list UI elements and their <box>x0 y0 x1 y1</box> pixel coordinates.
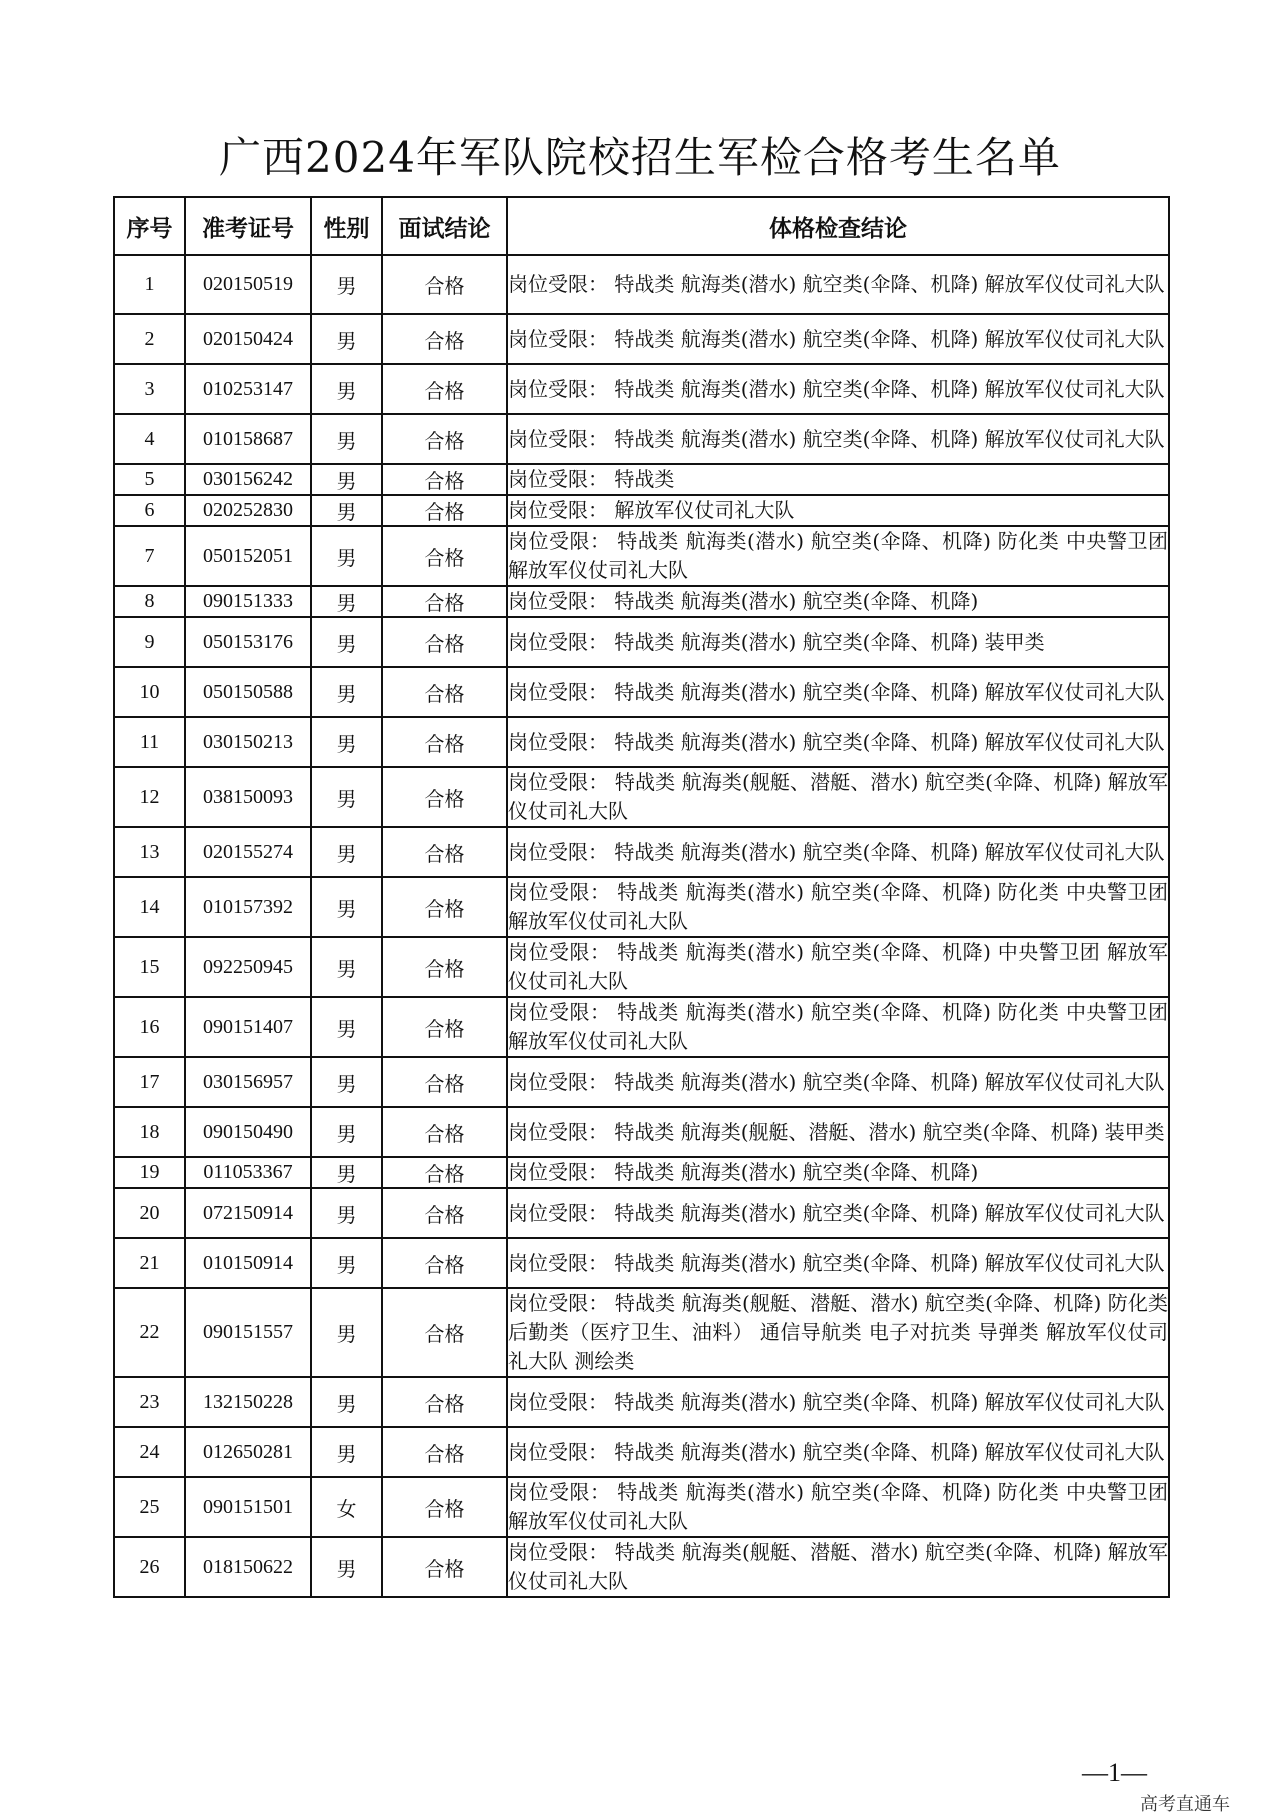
row-gender: 男 <box>311 1288 382 1377</box>
table-row <box>114 526 1169 586</box>
row-physical-result: 岗位受限： 特战类 航海类(潜水) 航空类(伞降、机降) 解放军仪仗司礼大队 <box>507 1238 1169 1288</box>
row-exam-id: 010150914 <box>185 1238 311 1288</box>
table-row <box>114 1057 1169 1107</box>
row-gender: 男 <box>311 364 382 414</box>
row-serial: 15 <box>114 937 185 997</box>
row-interview: 合格 <box>382 1057 507 1107</box>
row-interview: 合格 <box>382 767 507 827</box>
row-exam-id: 010158687 <box>185 414 311 464</box>
row-physical-result: 岗位受限： 解放军仪仗司礼大队 <box>507 495 1169 526</box>
table-row <box>114 1427 1169 1477</box>
table-row <box>114 1107 1169 1157</box>
row-serial: 7 <box>114 526 185 586</box>
row-gender: 男 <box>311 1377 382 1427</box>
table-row <box>114 1188 1169 1238</box>
row-interview: 合格 <box>382 526 507 586</box>
row-serial: 11 <box>114 717 185 767</box>
row-serial: 21 <box>114 1238 185 1288</box>
row-exam-id: 050150588 <box>185 667 311 717</box>
row-gender: 男 <box>311 464 382 495</box>
table-row <box>114 1537 1169 1597</box>
row-gender: 男 <box>311 526 382 586</box>
row-physical-result: 岗位受限： 特战类 航海类(潜水) 航空类(伞降、机降) 解放军仪仗司礼大队 <box>507 717 1169 767</box>
row-physical-result: 岗位受限： 特战类 航海类(潜水) 航空类(伞降、机降) 解放军仪仗司礼大队 <box>507 1057 1169 1107</box>
table-row <box>114 1238 1169 1288</box>
row-interview: 合格 <box>382 464 507 495</box>
row-physical-result: 岗位受限： 特战类 航海类(舰艇、潜艇、潜水) 航空类(伞降、机降) 解放军仪仗司礼大队 <box>507 767 1169 827</box>
row-serial: 13 <box>114 827 185 877</box>
row-interview: 合格 <box>382 617 507 667</box>
row-gender: 男 <box>311 667 382 717</box>
row-gender: 男 <box>311 1238 382 1288</box>
row-interview: 合格 <box>382 255 507 314</box>
row-interview: 合格 <box>382 667 507 717</box>
table-row <box>114 997 1169 1057</box>
header-gender: 性别 <box>311 197 382 255</box>
table-row <box>114 414 1169 464</box>
row-gender: 男 <box>311 1537 382 1597</box>
table-row <box>114 314 1169 364</box>
row-gender: 男 <box>311 827 382 877</box>
row-gender: 男 <box>311 767 382 827</box>
row-gender: 男 <box>311 1427 382 1477</box>
row-exam-id: 090150490 <box>185 1107 311 1157</box>
row-exam-id: 030156242 <box>185 464 311 495</box>
row-interview: 合格 <box>382 877 507 937</box>
row-gender: 男 <box>311 586 382 617</box>
table-row <box>114 1157 1169 1188</box>
row-gender: 男 <box>311 495 382 526</box>
row-exam-id: 090151333 <box>185 586 311 617</box>
row-physical-result: 岗位受限： 特战类 航海类(潜水) 航空类(伞降、机降) 解放军仪仗司礼大队 <box>507 314 1169 364</box>
row-interview: 合格 <box>382 1188 507 1238</box>
row-exam-id: 020150424 <box>185 314 311 364</box>
row-gender: 男 <box>311 1057 382 1107</box>
table-row <box>114 1288 1169 1377</box>
row-exam-id: 020155274 <box>185 827 311 877</box>
table-row <box>114 255 1169 314</box>
row-exam-id: 050152051 <box>185 526 311 586</box>
row-serial: 23 <box>114 1377 185 1427</box>
row-exam-id: 038150093 <box>185 767 311 827</box>
table-row <box>114 717 1169 767</box>
row-physical-result: 岗位受限： 特战类 <box>507 464 1169 495</box>
row-exam-id: 030156957 <box>185 1057 311 1107</box>
row-gender: 男 <box>311 1188 382 1238</box>
table-row <box>114 464 1169 495</box>
page-number: —1— <box>1082 1758 1147 1787</box>
row-physical-result: 岗位受限： 特战类 航海类(潜水) 航空类(伞降、机降) <box>507 1157 1169 1188</box>
row-interview: 合格 <box>382 1537 507 1597</box>
table-header-row <box>114 197 1169 255</box>
row-interview: 合格 <box>382 1107 507 1157</box>
row-serial: 10 <box>114 667 185 717</box>
row-physical-result: 岗位受限： 特战类 航海类(潜水) 航空类(伞降、机降) 中央警卫团 解放军仪仗司礼大队 <box>507 937 1169 997</box>
row-interview: 合格 <box>382 495 507 526</box>
row-physical-result: 岗位受限： 特战类 航海类(潜水) 航空类(伞降、机降) 解放军仪仗司礼大队 <box>507 1427 1169 1477</box>
row-physical-result: 岗位受限： 特战类 航海类(潜水) 航空类(伞降、机降) 防化类 中央警卫团 解放军仪仗司礼大队 <box>507 526 1169 586</box>
row-exam-id: 050153176 <box>185 617 311 667</box>
row-interview: 合格 <box>382 937 507 997</box>
row-gender: 男 <box>311 877 382 937</box>
row-interview: 合格 <box>382 1377 507 1427</box>
row-physical-result: 岗位受限： 特战类 航海类(潜水) 航空类(伞降、机降) 解放军仪仗司礼大队 <box>507 1188 1169 1238</box>
row-gender: 女 <box>311 1477 382 1537</box>
row-serial: 25 <box>114 1477 185 1537</box>
row-serial: 6 <box>114 495 185 526</box>
row-physical-result: 岗位受限： 特战类 航海类(潜水) 航空类(伞降、机降) 解放军仪仗司礼大队 <box>507 414 1169 464</box>
row-interview: 合格 <box>382 314 507 364</box>
row-interview: 合格 <box>382 1238 507 1288</box>
row-physical-result: 岗位受限： 特战类 航海类(潜水) 航空类(伞降、机降) 解放军仪仗司礼大队 <box>507 364 1169 414</box>
row-serial: 19 <box>114 1157 185 1188</box>
table-row <box>114 617 1169 667</box>
table-row <box>114 364 1169 414</box>
table-row <box>114 667 1169 717</box>
row-serial: 1 <box>114 255 185 314</box>
candidate-table <box>113 196 1170 1598</box>
row-serial: 12 <box>114 767 185 827</box>
row-exam-id: 012650281 <box>185 1427 311 1477</box>
row-physical-result: 岗位受限： 特战类 航海类(潜水) 航空类(伞降、机降) 防化类 中央警卫团 解放军仪仗司礼大队 <box>507 877 1169 937</box>
row-gender: 男 <box>311 1157 382 1188</box>
row-exam-id: 092250945 <box>185 937 311 997</box>
row-serial: 24 <box>114 1427 185 1477</box>
row-interview: 合格 <box>382 364 507 414</box>
row-exam-id: 020150519 <box>185 255 311 314</box>
row-interview: 合格 <box>382 1157 507 1188</box>
row-exam-id: 090151407 <box>185 997 311 1057</box>
row-interview: 合格 <box>382 717 507 767</box>
row-gender: 男 <box>311 314 382 364</box>
row-physical-result: 岗位受限： 特战类 航海类(潜水) 航空类(伞降、机降) 解放军仪仗司礼大队 <box>507 1377 1169 1427</box>
table-row <box>114 586 1169 617</box>
row-interview: 合格 <box>382 997 507 1057</box>
page-title: 广西2024年军队院校招生军检合格考生名单 <box>219 133 1061 182</box>
row-gender: 男 <box>311 617 382 667</box>
table-row <box>114 1377 1169 1427</box>
row-serial: 18 <box>114 1107 185 1157</box>
row-gender: 男 <box>311 717 382 767</box>
row-physical-result: 岗位受限： 特战类 航海类(舰艇、潜艇、潜水) 航空类(伞降、机降) 防化类 后勤类（医疗卫生、油料） 通信导航类 电子对抗类 导弹类 解放军仪仗司礼大队 测绘类 <box>507 1288 1169 1377</box>
header-interview: 面试结论 <box>382 197 507 255</box>
row-interview: 合格 <box>382 414 507 464</box>
table-row <box>114 937 1169 997</box>
row-gender: 男 <box>311 937 382 997</box>
table-row <box>114 877 1169 937</box>
table-row <box>114 827 1169 877</box>
row-serial: 8 <box>114 586 185 617</box>
row-exam-id: 030150213 <box>185 717 311 767</box>
row-serial: 16 <box>114 997 185 1057</box>
row-serial: 17 <box>114 1057 185 1107</box>
header-serial: 序号 <box>114 197 185 255</box>
row-interview: 合格 <box>382 1477 507 1537</box>
row-serial: 4 <box>114 414 185 464</box>
row-serial: 20 <box>114 1188 185 1238</box>
row-physical-result: 岗位受限： 特战类 航海类(潜水) 航空类(伞降、机降) 装甲类 <box>507 617 1169 667</box>
row-exam-id: 132150228 <box>185 1377 311 1427</box>
row-exam-id: 090151557 <box>185 1288 311 1377</box>
row-physical-result: 岗位受限： 特战类 航海类(潜水) 航空类(伞降、机降) 防化类 中央警卫团 解放军仪仗司礼大队 <box>507 997 1169 1057</box>
row-exam-id: 010157392 <box>185 877 311 937</box>
row-exam-id: 018150622 <box>185 1537 311 1597</box>
header-exam-id: 准考证号 <box>185 197 311 255</box>
table-body <box>114 255 1169 1597</box>
row-interview: 合格 <box>382 1288 507 1377</box>
table-row <box>114 1477 1169 1537</box>
row-serial: 9 <box>114 617 185 667</box>
row-exam-id: 020252830 <box>185 495 311 526</box>
row-serial: 26 <box>114 1537 185 1597</box>
row-exam-id: 090151501 <box>185 1477 311 1537</box>
row-physical-result: 岗位受限： 特战类 航海类(潜水) 航空类(伞降、机降) 解放军仪仗司礼大队 <box>507 827 1169 877</box>
row-physical-result: 岗位受限： 特战类 航海类(舰艇、潜艇、潜水) 航空类(伞降、机降) 解放军仪仗司礼大队 <box>507 1537 1169 1597</box>
row-gender: 男 <box>311 997 382 1057</box>
row-physical-result: 岗位受限： 特战类 航海类(舰艇、潜艇、潜水) 航空类(伞降、机降) 装甲类 <box>507 1107 1169 1157</box>
table-row <box>114 767 1169 827</box>
row-gender: 男 <box>311 1107 382 1157</box>
row-exam-id: 011053367 <box>185 1157 311 1188</box>
row-serial: 2 <box>114 314 185 364</box>
row-physical-result: 岗位受限： 特战类 航海类(潜水) 航空类(伞降、机降) 解放军仪仗司礼大队 <box>507 255 1169 314</box>
row-interview: 合格 <box>382 1427 507 1477</box>
row-interview: 合格 <box>382 827 507 877</box>
row-physical-result: 岗位受限： 特战类 航海类(潜水) 航空类(伞降、机降) 解放军仪仗司礼大队 <box>507 667 1169 717</box>
row-exam-id: 010253147 <box>185 364 311 414</box>
table-row <box>114 495 1169 526</box>
row-serial: 14 <box>114 877 185 937</box>
row-serial: 5 <box>114 464 185 495</box>
header-physical-result: 体格检查结论 <box>507 197 1169 255</box>
row-serial: 3 <box>114 364 185 414</box>
row-gender: 男 <box>311 255 382 314</box>
row-gender: 男 <box>311 414 382 464</box>
row-physical-result: 岗位受限： 特战类 航海类(潜水) 航空类(伞降、机降) <box>507 586 1169 617</box>
row-exam-id: 072150914 <box>185 1188 311 1238</box>
watermark: 高考直通车 <box>1140 1794 1230 1815</box>
row-physical-result: 岗位受限： 特战类 航海类(潜水) 航空类(伞降、机降) 防化类 中央警卫团 解放军仪仗司礼大队 <box>507 1477 1169 1537</box>
row-interview: 合格 <box>382 586 507 617</box>
row-serial: 22 <box>114 1288 185 1377</box>
